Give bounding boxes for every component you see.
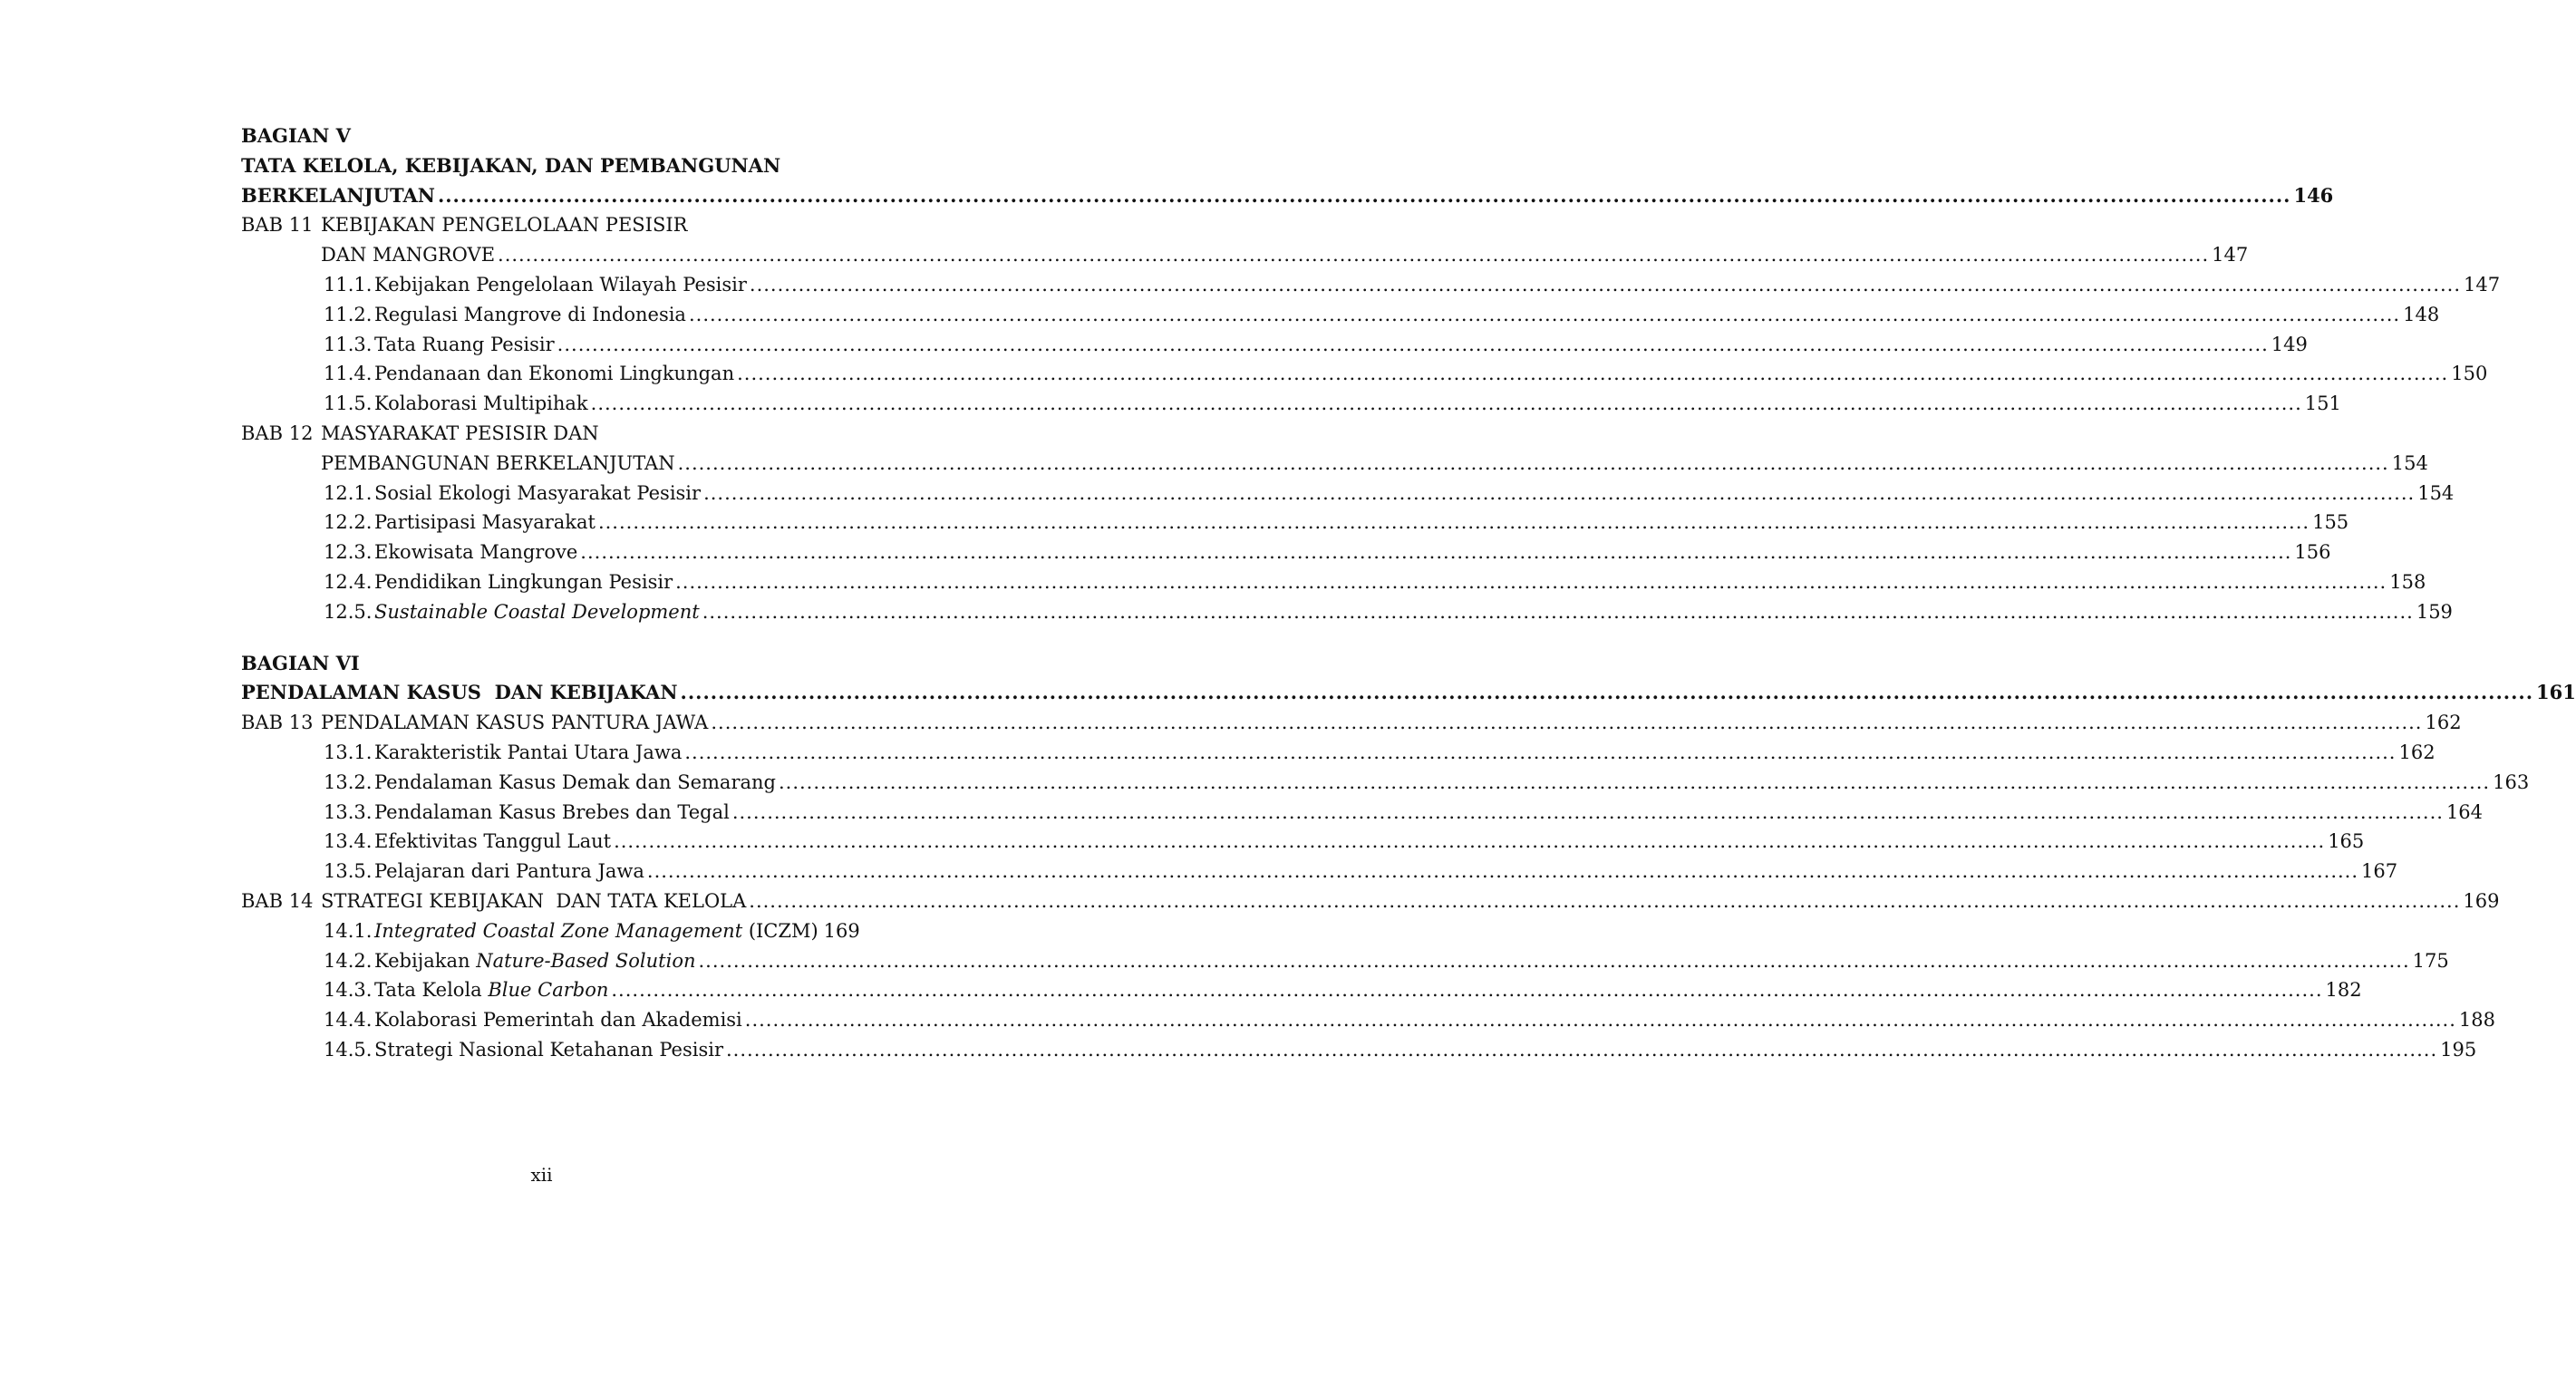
- page-number: 195: [2440, 1038, 2477, 1061]
- section-entry[interactable]: [241, 916, 860, 946]
- section-title: Tata Ruang Pesisir: [374, 333, 555, 355]
- page-number: 169: [823, 919, 860, 942]
- page-number: 182: [2325, 979, 2362, 1002]
- section-entry[interactable]: [241, 538, 2331, 567]
- section-title: Partisipasi Masyarakat: [374, 511, 596, 534]
- section-number: 14.3.: [324, 979, 373, 1002]
- section-entry[interactable]: [241, 946, 2449, 976]
- page-number: 156: [2294, 541, 2331, 564]
- chapter-entry[interactable]: [241, 449, 2428, 479]
- dot-leader: [732, 798, 2444, 828]
- section-title: Karakteristik Pantai Utara Jawa: [374, 741, 683, 763]
- chapter-title: STRATEGI KEBIJAKAN DAN TATA KELOLA: [321, 889, 747, 912]
- dot-leader: [675, 567, 2387, 597]
- part-title-line: [241, 151, 830, 181]
- chapter-heading[interactable]: [241, 210, 830, 240]
- section-title: Pendanaan dan Ekonomi Lingkungan: [374, 363, 735, 385]
- section-title: Pendalaman Kasus Brebes dan Tegal: [374, 800, 730, 823]
- dot-leader: [699, 946, 2410, 976]
- section-number: 12.4.: [324, 570, 373, 593]
- part-title-entry[interactable]: [241, 181, 2334, 211]
- section-title: Sustainable Coastal Development: [374, 600, 700, 623]
- section-title: Ekowisata Mangrove: [374, 541, 578, 564]
- section-number: 14.2.: [324, 949, 373, 972]
- section-title-italic: Nature-Based Solution: [476, 949, 696, 972]
- section-number: 11.5.: [324, 392, 373, 415]
- part-title-entry[interactable]: [241, 678, 2576, 708]
- section-number: 13.5.: [324, 860, 373, 883]
- dot-leader: [614, 827, 2325, 857]
- page-number: 158: [2389, 570, 2426, 593]
- section-entry[interactable]: [241, 597, 2453, 627]
- section-entry[interactable]: [241, 330, 2308, 360]
- chapter-title: MASYARAKAT PESISIR DAN: [321, 422, 599, 444]
- section-title-prefix: Kebijakan: [374, 949, 477, 972]
- dot-leader: [749, 887, 2460, 916]
- page-number: 147: [2212, 244, 2249, 266]
- page-number: 151: [2304, 392, 2341, 415]
- page-number: 163: [2493, 770, 2530, 793]
- chapter-title: PENDALAMAN KASUS PANTURA JAWA: [321, 712, 709, 734]
- dot-leader: [689, 300, 2400, 330]
- section-number: 11.3.: [324, 333, 373, 355]
- page-number: 159: [2416, 600, 2453, 623]
- section-title: Kolaborasi Pemerintah dan Akademisi: [374, 1009, 742, 1032]
- section-entry[interactable]: [241, 768, 2530, 798]
- chapter-number: BAB 14: [241, 889, 314, 912]
- chapter-number: BAB 13: [241, 712, 314, 734]
- dot-leader: [591, 389, 2302, 419]
- section-title: Pendalaman Kasus Demak dan Semarang: [374, 770, 776, 793]
- section-number: 12.3.: [324, 541, 373, 564]
- section-entry[interactable]: [241, 798, 2484, 828]
- section-number: 13.2.: [324, 770, 373, 793]
- section-number: 13.4.: [324, 830, 373, 853]
- dot-leader: [498, 240, 2209, 270]
- section-entry[interactable]: [241, 359, 2488, 389]
- dot-leader: [750, 270, 2461, 300]
- chapter-title: KEBIJAKAN PENGELOLAAN PESISIR: [321, 214, 688, 237]
- page-number: 175: [2412, 949, 2449, 972]
- chapter-number: BAB 12: [241, 422, 314, 444]
- chapter-entry[interactable]: [241, 240, 2249, 270]
- section-entry[interactable]: [241, 827, 2365, 857]
- section-entry[interactable]: [241, 1005, 2495, 1035]
- page-number: 146: [2293, 183, 2334, 207]
- part-title-cont: BERKELANJUTAN: [241, 183, 435, 207]
- section-title-italic: Blue Carbon: [488, 979, 609, 1002]
- section-number: 11.4.: [324, 363, 373, 385]
- page-number: 155: [2312, 511, 2349, 534]
- chapter-entry[interactable]: [241, 887, 2500, 916]
- part-heading: [241, 649, 830, 679]
- section-title: Kolaborasi Multipihak: [374, 392, 588, 415]
- section-entry[interactable]: [241, 738, 2436, 768]
- chapter-title-cont: DAN MANGROVE: [321, 244, 496, 266]
- section-title: Pelajaran dari Pantura Jawa: [374, 860, 644, 883]
- section-entry[interactable]: [241, 975, 2362, 1005]
- dot-leader: [779, 768, 2490, 798]
- dot-leader: [647, 857, 2358, 887]
- section-title: Strategi Nasional Ketahanan Pesisir: [374, 1038, 723, 1061]
- page-number: 188: [2458, 1009, 2495, 1032]
- section-entry[interactable]: [241, 508, 2349, 538]
- section-number: 11.2.: [324, 303, 373, 325]
- spacer: [241, 627, 830, 649]
- section-number: 13.1.: [324, 741, 373, 763]
- page-folio: xii: [530, 1164, 553, 1186]
- section-number: 14.1.: [324, 919, 373, 942]
- chapter-title-cont: PEMBANGUNAN BERKELANJUTAN: [321, 451, 675, 474]
- section-number: 14.5.: [324, 1038, 373, 1061]
- table-of-contents: [241, 121, 2576, 1065]
- section-number: 12.1.: [324, 481, 373, 504]
- page-number: 154: [2417, 481, 2455, 504]
- page-number: 161: [2536, 681, 2576, 704]
- dot-leader: [711, 708, 2422, 738]
- page-number: 147: [2464, 273, 2501, 296]
- section-entry[interactable]: [241, 300, 2440, 330]
- section-number: 11.1.: [324, 273, 373, 296]
- dot-leader: [438, 181, 2291, 211]
- page-number: 154: [2391, 451, 2428, 474]
- page-number: 162: [2425, 712, 2462, 734]
- page-number: 164: [2445, 800, 2484, 823]
- section-title: Sosial Ekologi Masyarakat Pesisir: [374, 481, 702, 504]
- part-heading: [241, 121, 830, 151]
- section-title: Efektivitas Tanggul Laut: [374, 830, 612, 853]
- page-number: 167: [2361, 860, 2398, 883]
- section-title: Kebijakan Pengelolaan Wilayah Pesisir: [374, 273, 747, 296]
- page-number: 148: [2403, 303, 2440, 325]
- dot-leader: [598, 508, 2310, 538]
- section-title: Regulasi Mangrove di Indonesia: [374, 303, 686, 325]
- dot-leader: [611, 975, 2322, 1005]
- dot-leader: [557, 330, 2269, 360]
- part-label: BAGIAN V: [241, 124, 351, 147]
- chapter-entry[interactable]: [241, 708, 2462, 738]
- dot-leader: [726, 1035, 2437, 1065]
- section-title-rest: (ICZM): [742, 919, 818, 942]
- section-title: Pendidikan Lingkungan Pesisir: [374, 570, 673, 593]
- dot-leader: [684, 738, 2396, 768]
- section-title-prefix: Tata Kelola: [374, 979, 489, 1002]
- dot-leader: [745, 1005, 2456, 1035]
- section-title-italic: Integrated Coastal Zone Management: [374, 919, 743, 942]
- page-number: 165: [2328, 830, 2365, 853]
- part-label: BAGIAN VI: [241, 651, 360, 674]
- dot-leader: [678, 449, 2389, 479]
- section-entry[interactable]: [241, 270, 2501, 300]
- section-number: 14.4.: [324, 1009, 373, 1032]
- page-number: 149: [2271, 333, 2308, 355]
- page-number: 162: [2398, 741, 2436, 763]
- section-number: 12.5.: [324, 600, 373, 623]
- section-number: 13.3.: [324, 800, 373, 823]
- chapter-number: BAB 11: [241, 214, 314, 237]
- section-entry[interactable]: [241, 389, 2341, 419]
- chapter-heading[interactable]: [241, 419, 830, 449]
- section-entry[interactable]: [241, 567, 2426, 597]
- dot-leader: [737, 359, 2448, 389]
- dot-leader: [703, 479, 2415, 509]
- page-number: 150: [2451, 363, 2488, 385]
- section-entry[interactable]: [241, 1035, 2477, 1065]
- section-entry[interactable]: [241, 857, 2398, 887]
- section-entry[interactable]: [241, 479, 2455, 509]
- dot-leader: [702, 597, 2414, 627]
- part-title: PENDALAMAN KASUS DAN KEBIJAKAN: [241, 681, 678, 704]
- part-title: TATA KELOLA, KEBIJAKAN, DAN PEMBANGUNAN: [241, 153, 781, 177]
- dot-leader: [580, 538, 2291, 567]
- dot-leader: [681, 678, 2534, 708]
- page-number: 169: [2463, 889, 2500, 912]
- section-number: 12.2.: [324, 511, 373, 534]
